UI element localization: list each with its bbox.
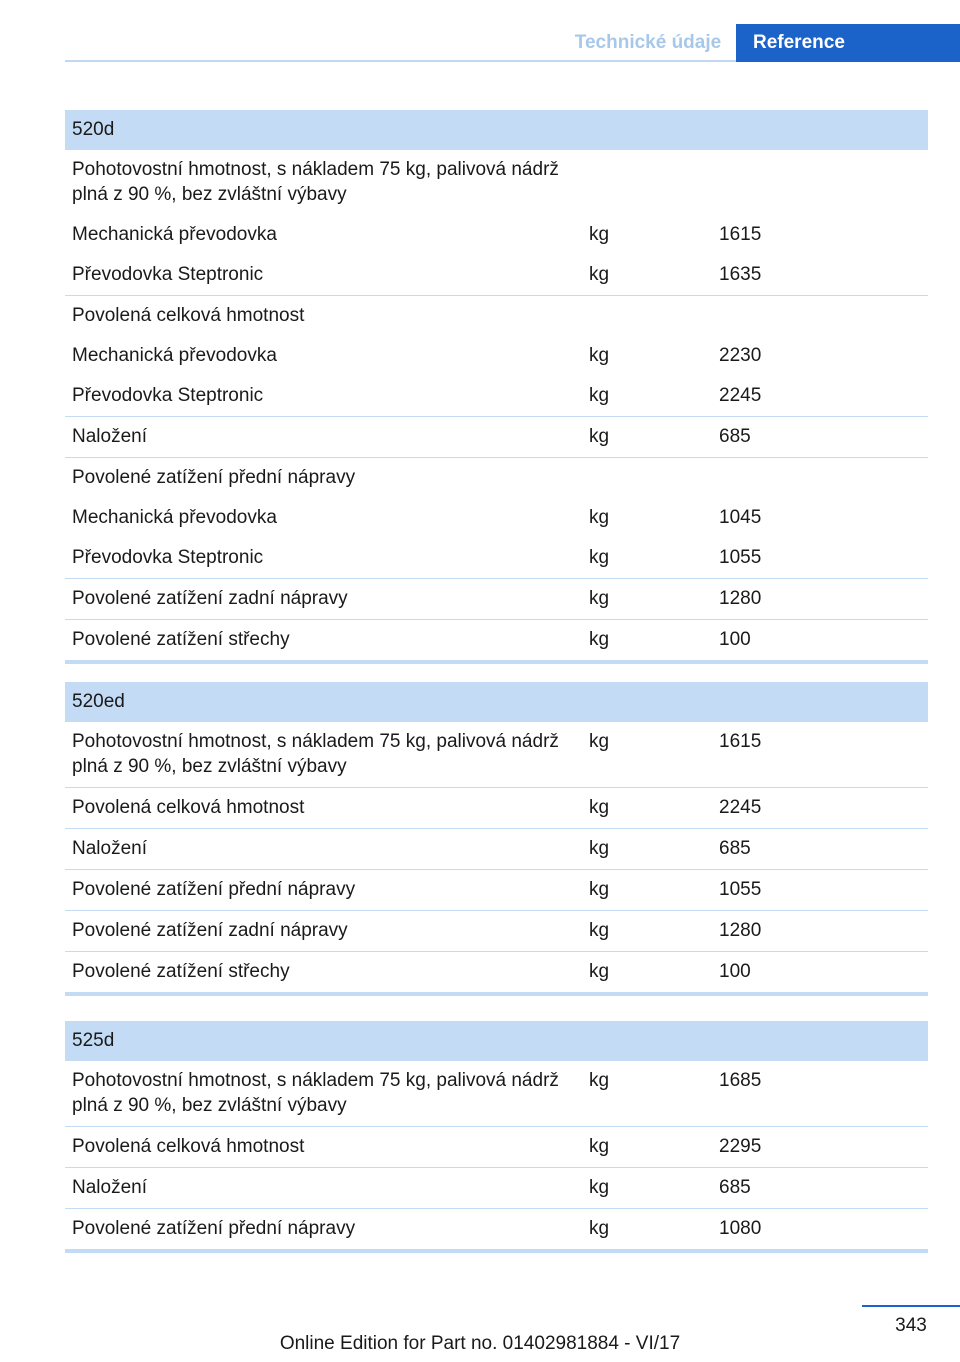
row-unit: kg	[589, 264, 610, 285]
row-unit: kg	[589, 426, 610, 447]
table-row	[65, 829, 928, 870]
table-row	[65, 538, 928, 579]
row-unit: kg	[589, 588, 610, 609]
row-label: Povolené zatížení přední nápravy	[72, 1218, 356, 1239]
table-row	[65, 417, 928, 458]
row-unit: kg	[589, 1218, 610, 1239]
table-title: 520d	[65, 110, 928, 150]
row-unit: kg	[589, 507, 610, 528]
row-value: 1080	[719, 1218, 762, 1239]
row-value: 2245	[719, 797, 762, 818]
row-label: Naložení	[72, 838, 147, 859]
table-row	[65, 620, 928, 660]
row-label: Mechanická převodovka	[72, 507, 277, 528]
footer-edition: Online Edition for Part no. 01402981884 - VI/17	[279, 1333, 681, 1354]
row-value: 2245	[719, 385, 762, 406]
page-number-rule	[862, 1305, 960, 1307]
row-value: 1685	[719, 1070, 762, 1091]
table-row	[65, 788, 928, 829]
row-unit: kg	[589, 345, 610, 366]
row-unit: kg	[589, 1070, 610, 1091]
row-unit: kg	[589, 629, 610, 650]
table-row	[65, 1127, 928, 1168]
row-value: 1045	[719, 507, 762, 528]
row-unit: kg	[589, 879, 610, 900]
row-label: Povolená celková hmotnost	[72, 1136, 305, 1157]
table-row	[65, 150, 928, 215]
table-row	[65, 1061, 928, 1127]
row-value: 2295	[719, 1136, 762, 1157]
table-row	[65, 911, 928, 952]
reference-tab[interactable]: Reference	[736, 24, 960, 62]
row-label: Povolené zatížení zadní nápravy	[72, 588, 348, 609]
row-value: 1055	[719, 547, 762, 568]
row-label: Povolené zatížení přední nápravy	[72, 467, 356, 488]
section-tab[interactable]: Technické údaje	[574, 32, 722, 53]
table-row	[65, 296, 928, 336]
row-unit: kg	[589, 838, 610, 859]
table-row	[65, 722, 928, 788]
table-row	[65, 498, 928, 538]
page-number: 343	[895, 1315, 927, 1336]
table-row	[65, 1168, 928, 1209]
row-value: 685	[719, 426, 751, 447]
row-label: Povolené zatížení zadní nápravy	[72, 920, 348, 941]
row-label: Pohotovostní hmotnost, s nákladem 75 kg, palivová nádrž plná z 90 %, bez zvláštní výbavy	[72, 159, 559, 205]
row-label: Převodovka Steptronic	[72, 385, 264, 406]
row-label: Povolené zatížení přední nápravy	[72, 879, 356, 900]
row-value: 100	[719, 629, 751, 650]
spec-table-520d	[65, 110, 928, 664]
row-value: 100	[719, 961, 751, 982]
row-value: 1055	[719, 879, 762, 900]
row-label: Povolená celková hmotnost	[72, 305, 305, 326]
row-unit: kg	[589, 1177, 610, 1198]
row-value: 685	[719, 838, 751, 859]
row-unit	[583, 465, 713, 490]
row-label: Mechanická převodovka	[72, 224, 277, 245]
row-label: Převodovka Steptronic	[72, 264, 264, 285]
row-unit: kg	[589, 920, 610, 941]
row-value: 685	[719, 1177, 751, 1198]
row-unit: kg	[589, 547, 610, 568]
row-unit: kg	[589, 385, 610, 406]
table-row	[65, 376, 928, 417]
row-value: 1280	[719, 588, 762, 609]
row-value: 1615	[719, 731, 762, 752]
row-value	[713, 303, 928, 328]
row-unit	[583, 157, 713, 207]
table-row	[65, 1209, 928, 1249]
table-row	[65, 952, 928, 992]
row-value: 1280	[719, 920, 762, 941]
row-unit	[583, 303, 713, 328]
table-row	[65, 215, 928, 255]
table-title: 525d	[65, 1021, 928, 1061]
row-label: Povolená celková hmotnost	[72, 797, 305, 818]
table-title: 520ed	[65, 682, 928, 722]
row-label: Naložení	[72, 426, 147, 447]
row-label: Pohotovostní hmotnost, s nákladem 75 kg, palivová nádrž plná z 90 %, bez zvláštní výbavy	[72, 1070, 559, 1116]
table-row	[65, 579, 928, 620]
row-value	[713, 465, 928, 490]
row-label: Mechanická převodovka	[72, 345, 277, 366]
row-label: Povolené zatížení střechy	[72, 961, 290, 982]
row-value: 1635	[719, 264, 762, 285]
table-row	[65, 870, 928, 911]
row-label: Převodovka Steptronic	[72, 547, 264, 568]
table-row	[65, 336, 928, 376]
row-value: 2230	[719, 345, 762, 366]
row-label: Naložení	[72, 1177, 147, 1198]
row-unit: kg	[589, 961, 610, 982]
row-unit: kg	[589, 1136, 610, 1157]
row-value	[713, 157, 928, 207]
row-label: Pohotovostní hmotnost, s nákladem 75 kg, palivová nádrž plná z 90 %, bez zvláštní výbavy	[72, 731, 559, 777]
row-unit: kg	[589, 731, 610, 752]
spec-table-520ed	[65, 682, 928, 996]
row-label: Povolené zatížení střechy	[72, 629, 290, 650]
spec-table-525d	[65, 1021, 928, 1253]
table-row	[65, 255, 928, 296]
row-unit: kg	[589, 224, 610, 245]
row-value: 1615	[719, 224, 762, 245]
row-unit: kg	[589, 797, 610, 818]
table-row	[65, 458, 928, 498]
